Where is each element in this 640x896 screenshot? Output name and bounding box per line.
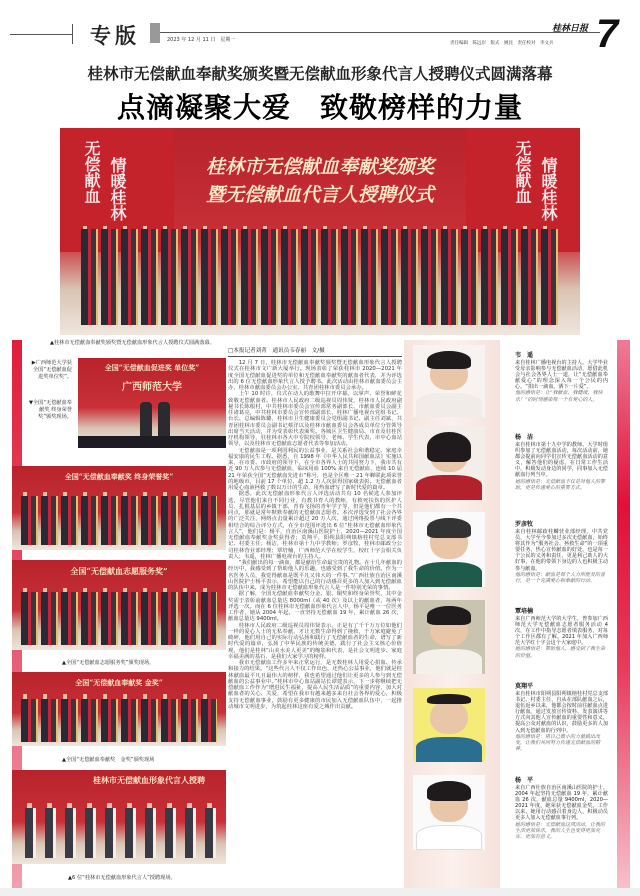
portrait-yang-ping	[413, 775, 485, 850]
profile-bio: 来自桂林市第十九中学的教师。大学时组织参加了无偿献血活动，每次活动前，她都会提前向同学们宣传无偿献血活动的意义，解答他们的疑虑。在日常工作生活中，积极发动身边的同学，同事加入无偿献血行列当中。	[515, 442, 608, 479]
page-bottom-margin	[0, 888, 640, 896]
portrait-luo-yanmu	[413, 512, 485, 587]
award-photo-volunteer	[12, 560, 226, 650]
profile-name: 杨 洁	[515, 434, 534, 441]
portrait-qin-peinan	[413, 600, 485, 674]
page-number: 7	[596, 12, 619, 56]
profile-bio: 来自广西师范大学的大学生，曾参加广西师范大学无偿献血志愿者服务活动 4 次，在工作中指导志愿者填表服务，对每个工作区都有了解。2021 年加入广西师范大学红十字会这个大家庭中。	[515, 616, 608, 647]
award-photo-gold	[12, 672, 226, 746]
photo-banner: 全国“无偿献血促进奖 单位奖”	[104, 363, 200, 372]
ambassador-photo	[12, 770, 226, 864]
section-marker	[150, 23, 160, 43]
article-paragraph: 桂林市人民政府二级巡视员周伟贤表示，正是有了千千万万位如他们一样的爱心人士的无私奉献，才让无数生命得到了挽救，千万家庭避免了破碎，他们用自己的实际行动弘扬和践行了无偿献血者的生命，谱写了新时代爱的篇章，弘扬了中华民族的传统美德，践行了社会主义核心价值观，他们是桂林“山美水美人更美”的缩影和代表，是社会文明进步、家庭幸福美满的基石，是我们大家学习的榜样。	[228, 622, 402, 660]
photo-caption: ▶广西师范大学获全国“无偿献血促进奖单位奖”。	[31, 360, 72, 380]
main-photo-caption: ▲桂林市无偿献血奉献奖颁奖暨无偿献血形象代言人授聘仪式圆满落幕。	[50, 340, 215, 346]
header-tick	[72, 24, 73, 44]
article-byline: □本报记者刘菁 通讯员韦春丽 文/摄	[228, 346, 402, 357]
profile-bio: 来自桂林邮政桂麟营业部经理，中共党员，大学至今参加过多次无偿献血，始终将其作为“服务社会、拯救生命”的一项重要任务，热心宣传献血的好处，也是每一个公民的义务和责任，更是利己助人的大好事，在他的带领下身边的人也积极主动参与献血。	[515, 529, 608, 572]
header-rule-left	[10, 34, 72, 35]
photo-caption: ▲全国“无偿献血奉献奖 金奖”颁奖现场	[62, 757, 155, 763]
article-paragraph: 据悉，此次无偿献血形象代言人评选活动共有 10 名候选人参加评选，尽管他们来自不同行业，有教书育人的教师，有救死扶伤的医护人员，扎根基层的乡镇干部，青春飞扬的青年学子等，但是他们都有一个共同点，那就是常年默默奉献的无偿献血志愿者。本次评选受到了社会各界的广泛关注，网络点击量累计超过 20 万人次，通过网络投票与线下评委相结合的综合评分方式，在全市范围评选出 6 位“桂林市无偿献血形象代言人”，他们是：杨平，自治区南溪山医院护士，2020—2021 年度全国无偿献血奉献奖金奖获得者；莫翔平，阳朔县阳朔镇榕桂村党总支部书记、村委主任；杨洁，桂林市第十九中学教师；罗彦牧，桂林市邮政分公司桂林营业部经理；覃培楠，广西师范大学在校学生，校红十字会相关负责人；韦遥，桂林广播电视台的主持人。	[228, 491, 402, 560]
main-ceremony-photo	[60, 128, 580, 335]
portrait-wei-yao	[413, 345, 485, 417]
photo-banner: 全国“无偿献血志愿服务奖”	[70, 566, 168, 576]
photo-caption: ▲6 位“桂林市无偿献血形象代言人”授聘现场。	[68, 875, 176, 881]
profile-quote: 他的感悟是：让“我献血，我健康，我快乐！”的时刻感染每一个有爱心的人。	[515, 390, 603, 403]
section-label: 专版	[90, 23, 140, 48]
profile-name: 莫翔平	[515, 683, 534, 690]
profile-name: 覃培楠	[515, 608, 534, 615]
profile-card	[515, 350, 608, 403]
article-paragraph: 上午 10 时许，仪式在动人的歌舞中拉开序幕。以掌声、荣誉和鲜花致敬无偿献血者。桂林市人民政府二级巡视员周伟贤，桂林市人民政府副秘书长陈根村，中共桂林市委员会宣传部常务副部长、市献血委员会副主任诸葛亮，中共桂林市委员会宣传部副部长，桂林广播电视台党组书记、台长、总编辑陈璐，桂林市卫生健康委员会党组副书记、副主任刘斌，共青团桂林市委员会副书记蔡洋以及桂林市献血委员会各成员单位分管领导出席当天活动，并为受表彰代表颁奖。各城区卫生健康局、市直及驻桂医疗机构领导，驻桂林市各大中专院校领导、老师、学生代表，市中心血站领导，以及桂林市无偿献血志愿者代表等参加活动。	[228, 391, 402, 448]
newspaper-logo: 桂林日报	[552, 24, 589, 34]
article-paragraph: 12 月 7 日，桂林市无偿献血奉献奖颁奖暨无偿献血形象代言人授聘仪式在桂林市文广新大厦举行。现场表彰了荣获桂林市 2020—2021 年度全国无偿献血促进奖的单位和无偿献血奉献奖的献血者代表，并为评选出的 6 位无偿献血形象代言人授予聘书。此次活动由桂林市献血委员会主办，桂林市献血委员会办公室、共青团桂林市委员会承办。	[228, 360, 402, 391]
portrait-yang-jie	[413, 426, 485, 500]
award-photo-lifetime	[12, 466, 226, 550]
header-rule	[160, 32, 600, 33]
photo-caption: ▼全国“无偿献血奉献奖 终身荣誉奖”颁奖现场。	[29, 400, 72, 420]
photo-banner: 广西师范大学	[122, 382, 182, 393]
profile-bio: 来自广西壮族自治区南溪山医院的护士。2004 年起坚持无偿献血 19 年，累计献血 26 次，献血总量 9400ml，2020—2021 年度，她荣获无偿献血金奖。工作以来，她用行动感召着身边人，积极动员更多人加入无偿献血事行列。	[515, 785, 608, 822]
profile-quote: 她的感悟是：无偿献血这项活动，让我的生活更加快乐，我的人生也变得更加充实、更加有意义。	[515, 821, 606, 840]
decorative-red-bar	[617, 340, 630, 888]
profile-name: 韦 遥	[515, 352, 534, 359]
photo-banner: 桂林市无偿献血形象代言人授聘	[93, 775, 205, 785]
article-body	[228, 346, 402, 881]
award-photo-unit	[78, 358, 226, 448]
article-paragraph: “我们献出的每一滴血，都是献给生命最宝贵的礼物。在十几年献血的经历中，我感受到了帮助他人的乐趣，也感受到了我生命的价值。作为一名医务人员，我觉得献血是既平凡又伟大的一件事。”广西壮族自治区南溪山医院护士杨平表示，希望能以自己的行动感召更多的人加入到无偿献血的队伍中来，成为桂林市无偿献血形象代言人是一件特别光荣的事情。	[228, 560, 402, 591]
photo-slogan: 无偿献血	[82, 140, 101, 205]
photo-banner: 全国“无偿献血奉献奖 终身荣誉奖”	[64, 472, 174, 481]
photo-slogan: 无偿献血	[513, 140, 532, 205]
headline-title: 点滴凝聚大爱 致敬榜样的力量	[116, 91, 523, 124]
photo-caption: ▲全国“无偿献血志愿服务奖”颁奖现场。	[62, 660, 155, 666]
profile-name: 罗彦牧	[515, 521, 534, 528]
editor-credits: 责任编辑 陈远岸 版式 姚昆 责任校对 李文兵	[450, 41, 554, 46]
profile-quote: 他的感悟是：用自己微小的力量做出改变，让我们共同努力传递无偿献血的精神。	[515, 733, 601, 752]
article-paragraph: 据了解，全国无偿献血奉献奖分金、银、铜奖和终身荣誉奖，其中金奖需于表彰前献血总量达 8000ml（或 40 次）及以上的献血者，每两年评选一次。而在 6 位桂林市无偿献血形象代言人中，杨平是唯一一位医务工作者，她从 2004 年起，一直坚持无偿献血 19 年，累计献血 26 次，献血总量达 9400ml。	[228, 591, 402, 623]
profile-card	[515, 775, 608, 840]
profile-quote: 她的感悟是：无偿献血不仅是对他人的帮助，更是传递爱心的重要方式。	[515, 478, 606, 491]
article-paragraph: 无偿献血是一项利国利民的公益事业，是关系社会和谐稳定、家庭幸福安康的民生工程。据悉，自 1998 年《中华人民共和国献血法》实施以来，在市委、市政府的领导下，在全市各界人士的共同努力下，我市共有近 90 万人次参与无偿献血，临床用血 100% 来自无偿献血，连续 10 届 21 年荣获全国“无偿献血先进市”称号，也是全区唯一 21 年蝉联此项荣誉的地级市，目前 17 个单位、超 1.2 万人次获得国家级表彰。无偿献血者用爱心血液拯救了数以万计的生命，用热血谱写了新时代爱的篇章。	[228, 447, 402, 491]
profile-quote: 她的感悟是：帮助他人，感受到了我生命的价值。	[515, 646, 606, 659]
profile-card	[515, 681, 608, 752]
photo-slogan: 情暖桂林	[108, 156, 127, 221]
profile-card	[515, 519, 608, 584]
profile-card	[515, 606, 608, 659]
article-paragraph: 我市无偿献血工作多年来正常运行，是无数桂林人用爱心捐血、传承和接力的结果。“这些代言人不仅工作出色，还热心公益事业，他们就是桂林献血最平凡且最伟大的榜样，我也希望通过他们让更多的人参与到无偿献血的公益事业中。”桂林市中心血站副站长谭建表示，下一步将继续把无偿献血工作作为“增进民生福祉，提高人民生活品质”的重要内容，加大对献血者的关心、关爱，希望在我市有越来越多来自社会各界的爱心，积极支持无偿献血事业，鼓励有更多健康的市民加入无偿献血队伍中，一起推动城市文明进步，为筑起桂林这座有爱之城作出贡献。	[228, 660, 402, 710]
headline-subtitle: 桂林市无偿献血奉献奖颁奖暨无偿献血形象代言人授聘仪式圆满落幕	[87, 64, 553, 83]
profile-bio: 来自桂林广播电视台的主持人。大学毕业受母亲影响参与无偿献血活动，愿借此机会与社会各界人士一道，让“无偿献血奉献爱心”的理念深入每一个公民的内心。“捐出一滴血，洒下一片爱”。	[515, 360, 608, 391]
profile-quote: 他的感悟是：献血是每个人力所能及的善行，是一个充满爱心和奉献的行动。	[515, 571, 606, 584]
profile-name: 杨 平	[515, 777, 534, 784]
profile-card	[515, 432, 608, 491]
issue-date: 2023 年 12 月 11 日 星期一	[167, 37, 236, 43]
photo-banner-line1: 桂林市无偿献血奉献奖颁奖	[205, 156, 434, 178]
portrait-mo-xiangping	[413, 688, 485, 762]
photo-banner-line2: 暨无偿献血代言人授聘仪式	[205, 184, 434, 206]
profile-bio: 来自桂林市阳朔县阳朔镇榕桂村党总支部书记、村委主任，自从在部队献血之后，退伍返乡以来，他都会按时前往献血点进行献血。通过发放宣传资料、发表演讲等方式向其他人宣传献血的重要性和意义，提高公众对献血的认识，鼓励更多的人加入到无偿献血的行列中。	[515, 691, 608, 734]
photo-banner: 全国“无偿献血奉献奖 金奖”	[75, 678, 163, 687]
photo-slogan: 情暖桂林	[539, 156, 558, 221]
